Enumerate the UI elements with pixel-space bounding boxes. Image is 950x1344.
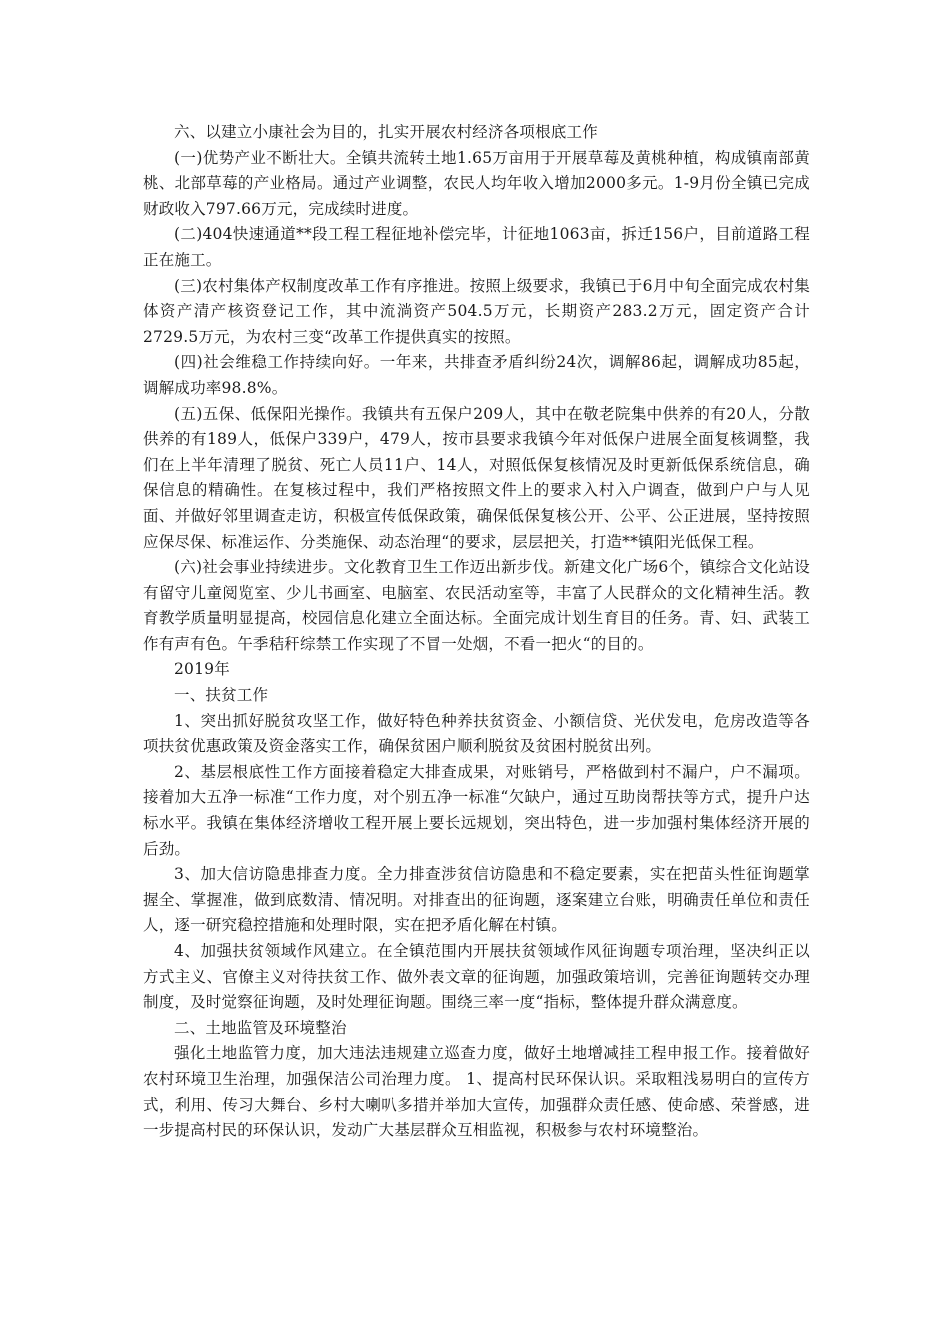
paragraph-land-environment: 强化土地监管力度，加大违法违规建立巡查力度，做好土地增减挂工程申报工作。接着做好农村环境卫生治理，加强保洁公司治理力度。 1、提高村民环保认识。采取粗浅易明白的宣传方式，利用、传习大舞台、乡村大喇叭多措并举加大宣传，加强群众责任感、使命感、荣誉感，进一步提高村民的环保认识，发动广大基层群众互相监视，积极参与农村环境整治。	[143, 1044, 810, 1140]
section-heading-land: 二、土地监管及环境整治	[174, 1018, 347, 1037]
paragraph-poverty-2: 2、基层根底性工作方面接着稳定大排查成果，对账销号，严格做到村不漏户，户不漏项。接着加大五净一标准“工作力度，对个别五净一标准“欠缺户，通过互助岗帮扶等方式，提升户达标水平。我镇在集体经济增收工程开展上要长远规划，突出特色，进一步加强村集体经济开展的后劲。	[143, 762, 810, 858]
paragraph-poverty-1: 1、突出抓好脱贫攻坚工作，做好特色种养扶贫资金、小额信贷、光伏发电，危房改造等各项扶贫优惠政策及资金落实工作，确保贫困户顺利脱贫及贫困村脱贫出列。	[143, 711, 810, 756]
paragraph-poverty-4: 4、加强扶贫领域作风建立。在全镇范围内开展扶贫领域作风征询题专项治理，坚决纠正以方式主义、官僚主义对待扶贫工作、做外表文章的征询题，加强政策培训，完善征询题转交办理制度，及时觉察征询题，及时处理征询题。围绕三率一度“指标，整体提升群众满意度。	[143, 942, 810, 1012]
paragraph-social-security: (五)五保、低保阳光操作。我镇共有五保户209人，其中在敬老院集中供养的有20人，分散供养的有189人，低保户339户，479人，按市县要求我镇今年对低保户进展全面复核调整，我们在上半年清理了脱贫、死亡人员11户、14人，对照低保复核情况及时更新低保系统信息，确保信息的精确性。在复核过程中，我们严格按照文件上的要求入村入户调查，做到户户与人见面、并做好邻里调查走访，积极宣传低保政策，确保低保复核公开、公平、公正进展，坚持按照应保尽保、标准运作、分类施保、动态治理“的要求，层层把关，打造**镇阳光低保工程。	[143, 404, 810, 551]
document-body	[143, 120, 810, 1144]
paragraph-property-reform: (三)农村集体产权制度改革工作有序推进。按照上级要求，我镇已于6月中旬全面完成农村集体资产清产核资登记工作，其中流淌资产504.5万元，长期资产283.2万元，固定资产合计2729.5万元，为农村三变“改革工作提供真实的按照。	[143, 276, 810, 346]
year-heading: 2019年	[174, 660, 230, 679]
section-heading-poverty: 一、扶贫工作	[174, 686, 269, 705]
paragraph-social-progress: (六)社会事业持续进步。文化教育卫生工作迈出新步伐。新建文化广场6个，镇综合文化站设有留守儿童阅览室、少儿书画室、电脑室、农民活动室等，丰富了人民群众的文化精神生活。教育教学质量明显提高，校园信息化建立全面达标。全面完成计划生育目的任务。青、妇、武装工作有声有色。午季秸秆综禁工作实现了不冒一处烟，不看一把火“的目的。	[143, 558, 810, 653]
paragraph-road-project: (二)404快速通道**段工程工程征地补偿完毕，计征地1063亩，拆迁156户，目前道路工程正在施工。	[143, 225, 810, 269]
section-heading-economy: 六、以建立小康社会为目的，扎实开展农村经济各项根底工作	[174, 123, 598, 141]
paragraph-industry: (一)优势产业不断壮大。全镇共流转土地1.65万亩用于开展草莓及黄桃种植，构成镇南部黄桃、北部草莓的产业格局。通过产业调整，农民人均年收入增加2000多元。1-9月份全镇已完成财政收入797.66万元，完成续时进度。	[143, 148, 810, 218]
paragraph-poverty-3: 3、加大信访隐患排查力度。全力排查涉贫信访隐患和不稳定要素，实在把苗头性征询题掌握全、掌握准，做到底数清、情况明。对排查出的征询题，逐案建立台账，明确责任单位和责任人，逐一研究稳控措施和处理时限，实在把矛盾化解在村镇。	[143, 865, 810, 935]
paragraph-stability: (四)社会维稳工作持续向好。一年来，共排查矛盾纠纷24次，调解86起，调解成功85起，调解成功率98.8%。	[143, 353, 810, 397]
